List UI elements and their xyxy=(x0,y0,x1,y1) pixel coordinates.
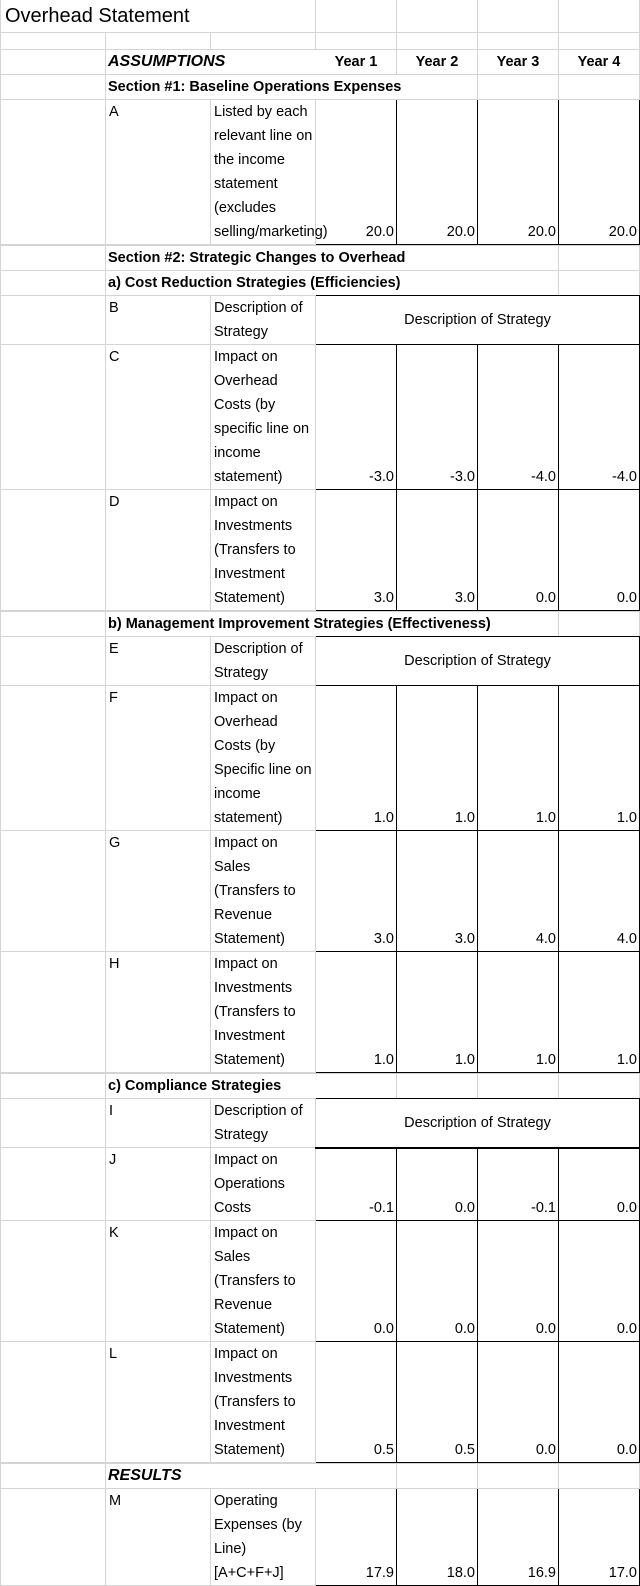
value-cell-year-1[interactable]: 1.0 xyxy=(316,686,397,831)
section-heading: Section #1: Baseline Operations Expenses xyxy=(106,75,316,100)
cell[interactable] xyxy=(1,50,106,75)
cell[interactable] xyxy=(397,75,478,100)
row-letter: M xyxy=(106,1489,211,1586)
section-heading: a) Cost Reduction Strategies (Efficiencies) xyxy=(106,271,316,296)
cell[interactable] xyxy=(478,246,559,271)
value-cell-year-3[interactable]: -0.1 xyxy=(478,1148,559,1221)
year-header: Year 2 xyxy=(397,50,478,75)
title-row xyxy=(1,0,640,33)
value-cell-year-3[interactable]: 0.0 xyxy=(478,490,559,611)
value-cell-year-1[interactable]: -0.1 xyxy=(316,1148,397,1221)
cell[interactable] xyxy=(1,637,106,686)
value-cell-year-1[interactable]: 1.0 xyxy=(316,952,397,1073)
cell[interactable] xyxy=(478,1074,559,1099)
results-row xyxy=(1,1464,640,1489)
assumptions-heading: ASSUMPTIONS xyxy=(106,50,316,75)
cell[interactable] xyxy=(397,246,478,271)
value-cell-year-3[interactable]: 4.0 xyxy=(478,831,559,952)
cell[interactable] xyxy=(1,831,106,952)
value-cell-year-1[interactable]: 0.0 xyxy=(316,1221,397,1342)
row-label: Impact on Sales (Transfers to Revenue Statement) xyxy=(211,1221,316,1342)
cell[interactable] xyxy=(478,0,559,33)
cell[interactable] xyxy=(478,1464,559,1489)
section-heading: Section #2: Strategic Changes to Overhead xyxy=(106,246,316,271)
cell[interactable] xyxy=(559,246,640,271)
section-row xyxy=(1,75,640,100)
cell[interactable] xyxy=(1,686,106,831)
section-heading: b) Management Improvement Strategies (Effectiveness) xyxy=(106,612,316,637)
cell[interactable] xyxy=(1,1489,106,1586)
cell[interactable] xyxy=(1,246,106,271)
cell[interactable] xyxy=(316,1074,397,1099)
value-cell-year-2[interactable]: 0.5 xyxy=(397,1342,478,1463)
row-letter: L xyxy=(106,1342,211,1463)
value-cell-year-2[interactable]: 20.0 xyxy=(397,100,478,245)
row-label: Description of Strategy xyxy=(211,637,316,686)
item-row xyxy=(1,1489,640,1586)
value-cell-year-4[interactable]: -4.0 xyxy=(559,345,640,490)
cell[interactable] xyxy=(1,1074,106,1099)
value-cell-year-3[interactable]: 1.0 xyxy=(478,952,559,1073)
cell[interactable] xyxy=(1,271,106,296)
row-letter: G xyxy=(106,831,211,952)
item-row xyxy=(1,1342,640,1463)
cell[interactable] xyxy=(559,1074,640,1099)
row-letter: F xyxy=(106,686,211,831)
row-label: Impact on Overhead Costs (by Specific line on income statement) xyxy=(211,686,316,831)
cell[interactable] xyxy=(1,1099,106,1148)
results-heading: RESULTS xyxy=(106,1464,316,1489)
cell[interactable] xyxy=(397,1464,478,1489)
row-label: Impact on Operations Costs xyxy=(211,1148,316,1221)
value-cell-year-2[interactable]: 0.0 xyxy=(397,1221,478,1342)
cell[interactable] xyxy=(1,75,106,100)
row-label: Impact on Overhead Costs (by specific line on income statement) xyxy=(211,345,316,490)
value-cell-year-2[interactable]: 1.0 xyxy=(397,686,478,831)
sheet-title: Overhead Statement xyxy=(1,0,316,33)
cell[interactable] xyxy=(1,1464,106,1489)
value-cell-year-3[interactable]: -4.0 xyxy=(478,345,559,490)
row-label: Impact on Sales (Transfers to Revenue Statement) xyxy=(211,831,316,952)
cell[interactable] xyxy=(559,271,640,296)
value-cell-year-4[interactable]: 0.0 xyxy=(559,1148,640,1221)
value-cell-year-1[interactable]: 0.5 xyxy=(316,1342,397,1463)
value-cell-year-3[interactable]: 16.9 xyxy=(478,1489,559,1586)
item-row xyxy=(1,831,640,952)
cell[interactable] xyxy=(1,612,106,637)
value-cell-year-4[interactable]: 4.0 xyxy=(559,831,640,952)
value-cell-year-1[interactable]: 20.0 xyxy=(316,100,397,245)
cell[interactable] xyxy=(478,33,559,50)
section-row xyxy=(1,246,640,271)
cell[interactable] xyxy=(397,33,478,50)
cell[interactable] xyxy=(397,271,478,296)
cell[interactable] xyxy=(106,33,211,50)
item-row xyxy=(1,952,640,1073)
cell[interactable] xyxy=(1,1342,106,1463)
cell[interactable] xyxy=(211,33,316,50)
value-cell-year-4[interactable]: 0.0 xyxy=(559,1342,640,1463)
header-row xyxy=(1,50,640,75)
row-letter: C xyxy=(106,345,211,490)
value-cell-year-2[interactable]: 0.0 xyxy=(397,1148,478,1221)
row-label: Description of Strategy xyxy=(211,296,316,345)
row-letter: I xyxy=(106,1099,211,1148)
cell[interactable] xyxy=(1,100,106,245)
value-cell-year-4[interactable]: 0.0 xyxy=(559,1221,640,1342)
value-cell-year-4[interactable]: 1.0 xyxy=(559,686,640,831)
value-cell-year-4[interactable]: 20.0 xyxy=(559,100,640,245)
desc-row xyxy=(1,637,640,686)
value-cell-year-3[interactable]: 0.0 xyxy=(478,1342,559,1463)
year-header: Year 3 xyxy=(478,50,559,75)
value-cell-year-3[interactable]: 20.0 xyxy=(478,100,559,245)
cell[interactable] xyxy=(397,0,478,33)
cell[interactable] xyxy=(1,296,106,345)
row-letter: K xyxy=(106,1221,211,1342)
value-cell-year-1[interactable]: 3.0 xyxy=(316,490,397,611)
section-row xyxy=(1,1074,640,1099)
value-cell-year-1[interactable]: 17.9 xyxy=(316,1489,397,1586)
value-cell-year-2[interactable]: 3.0 xyxy=(397,490,478,611)
cell[interactable] xyxy=(1,1221,106,1342)
value-cell-year-3[interactable]: 0.0 xyxy=(478,1221,559,1342)
item-row xyxy=(1,686,640,831)
cell[interactable] xyxy=(316,1464,397,1489)
value-cell-year-3[interactable]: 1.0 xyxy=(478,686,559,831)
row-label: Listed by each relevant line on the income statement (excludes selling/marketing) xyxy=(211,100,316,245)
item-row xyxy=(1,1221,640,1342)
item-row xyxy=(1,490,640,611)
cell[interactable] xyxy=(559,612,640,637)
value-cell-year-1[interactable]: -3.0 xyxy=(316,345,397,490)
value-cell-year-2[interactable]: 18.0 xyxy=(397,1489,478,1586)
year-header: Year 4 xyxy=(559,50,640,75)
row-letter: H xyxy=(106,952,211,1073)
row-letter: J xyxy=(106,1148,211,1221)
row-label: Impact on Investments (Transfers to Investment Statement) xyxy=(211,490,316,611)
cell[interactable] xyxy=(478,75,559,100)
cell[interactable] xyxy=(559,75,640,100)
row-letter: B xyxy=(106,296,211,345)
section-row xyxy=(1,612,640,637)
cell[interactable] xyxy=(316,0,397,33)
cell[interactable] xyxy=(1,345,106,490)
item-row xyxy=(1,100,640,245)
section-row xyxy=(1,271,640,296)
cell[interactable] xyxy=(1,33,106,50)
cell[interactable] xyxy=(559,0,640,33)
section-heading: c) Compliance Strategies xyxy=(106,1074,316,1099)
year-header: Year 1 xyxy=(316,50,397,75)
value-cell-year-2[interactable]: 1.0 xyxy=(397,952,478,1073)
row-letter: D xyxy=(106,490,211,611)
value-cell-year-1[interactable]: 3.0 xyxy=(316,831,397,952)
cell[interactable] xyxy=(316,33,397,50)
row-label: Description of Strategy xyxy=(211,1099,316,1148)
cell[interactable] xyxy=(559,33,640,50)
item-row xyxy=(1,345,640,490)
cell[interactable] xyxy=(1,952,106,1073)
cell[interactable] xyxy=(397,1074,478,1099)
cell[interactable] xyxy=(1,1148,106,1221)
strategy-description-cell[interactable]: Description of Strategy xyxy=(316,296,640,345)
item-row xyxy=(1,1148,640,1221)
value-cell-year-4[interactable]: 17.0 xyxy=(559,1489,640,1586)
row-label: Impact on Investments (Transfers to Investment Statement) xyxy=(211,1342,316,1463)
strategy-description-cell[interactable]: Description of Strategy xyxy=(316,637,640,686)
strategy-description-cell[interactable]: Description of Strategy xyxy=(316,1099,640,1148)
value-cell-year-4[interactable]: 1.0 xyxy=(559,952,640,1073)
row-label: Operating Expenses (by Line) [A+C+F+J] xyxy=(211,1489,316,1586)
row-label: Impact on Investments (Transfers to Investment Statement) xyxy=(211,952,316,1073)
value-cell-year-2[interactable]: -3.0 xyxy=(397,345,478,490)
row-letter: A xyxy=(106,100,211,245)
desc-row xyxy=(1,296,640,345)
blank-row xyxy=(1,33,640,50)
desc-row xyxy=(1,1099,640,1148)
cell[interactable] xyxy=(478,271,559,296)
value-cell-year-4[interactable]: 0.0 xyxy=(559,490,640,611)
value-cell-year-2[interactable]: 3.0 xyxy=(397,831,478,952)
cell[interactable] xyxy=(1,490,106,611)
cell[interactable] xyxy=(559,1464,640,1489)
row-letter: E xyxy=(106,637,211,686)
